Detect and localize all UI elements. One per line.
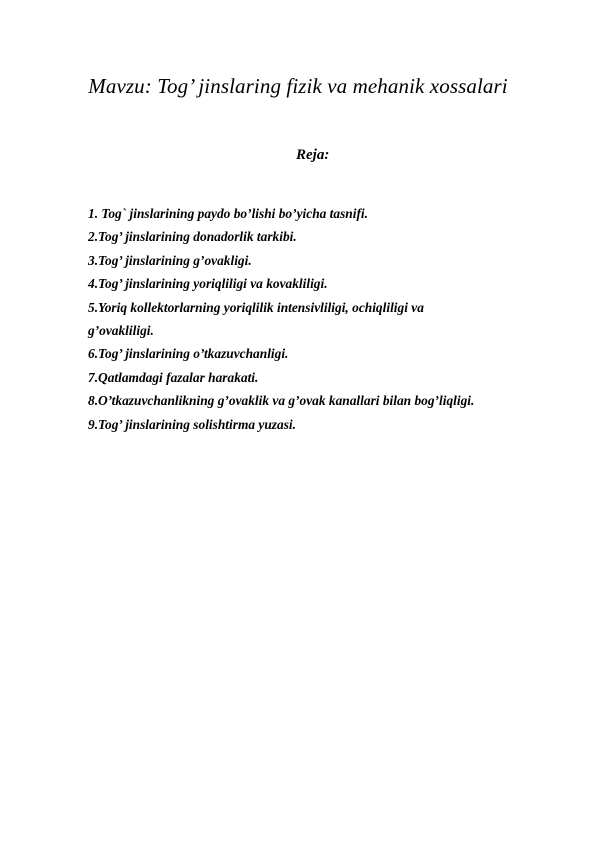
plan-item: 2.Tog’ jinslarining donadorlik tarkibi. <box>88 229 297 245</box>
plan-item: 6.Tog’ jinslarining o’tkazuvchanligi. <box>88 346 289 362</box>
plan-item: 5.Yoriq kollektorlarning yoriqlilik intensivliligi, ochiqliligi va <box>88 299 424 315</box>
page-title: Mavzu: Tog’ jinslaring fizik va mehanik xossalari <box>88 74 508 98</box>
plan-item: 4.Tog’ jinslarining yoriqliligi va kovakliligi. <box>88 276 328 292</box>
plan-item-continuation: g’ovakliligi. <box>88 323 154 339</box>
plan-item: 3.Tog’ jinslarining g’ovakligi. <box>88 252 252 268</box>
plan-list <box>88 202 568 436</box>
plan-heading: Reja: <box>296 147 330 163</box>
plan-item: 1. Tog` jinslarining paydo bo’lishi bo’yicha tasnifi. <box>88 206 368 221</box>
plan-item: 8.O’tkazuvchanlikning g’ovaklik va g’ovak kanallari bilan bog’liqligi. <box>88 393 475 409</box>
plan-item: 9.Tog’ jinslarining solishtirma yuzasi. <box>88 416 296 432</box>
plan-item: 7.Qatlamdagi fazalar harakati. <box>88 369 259 385</box>
